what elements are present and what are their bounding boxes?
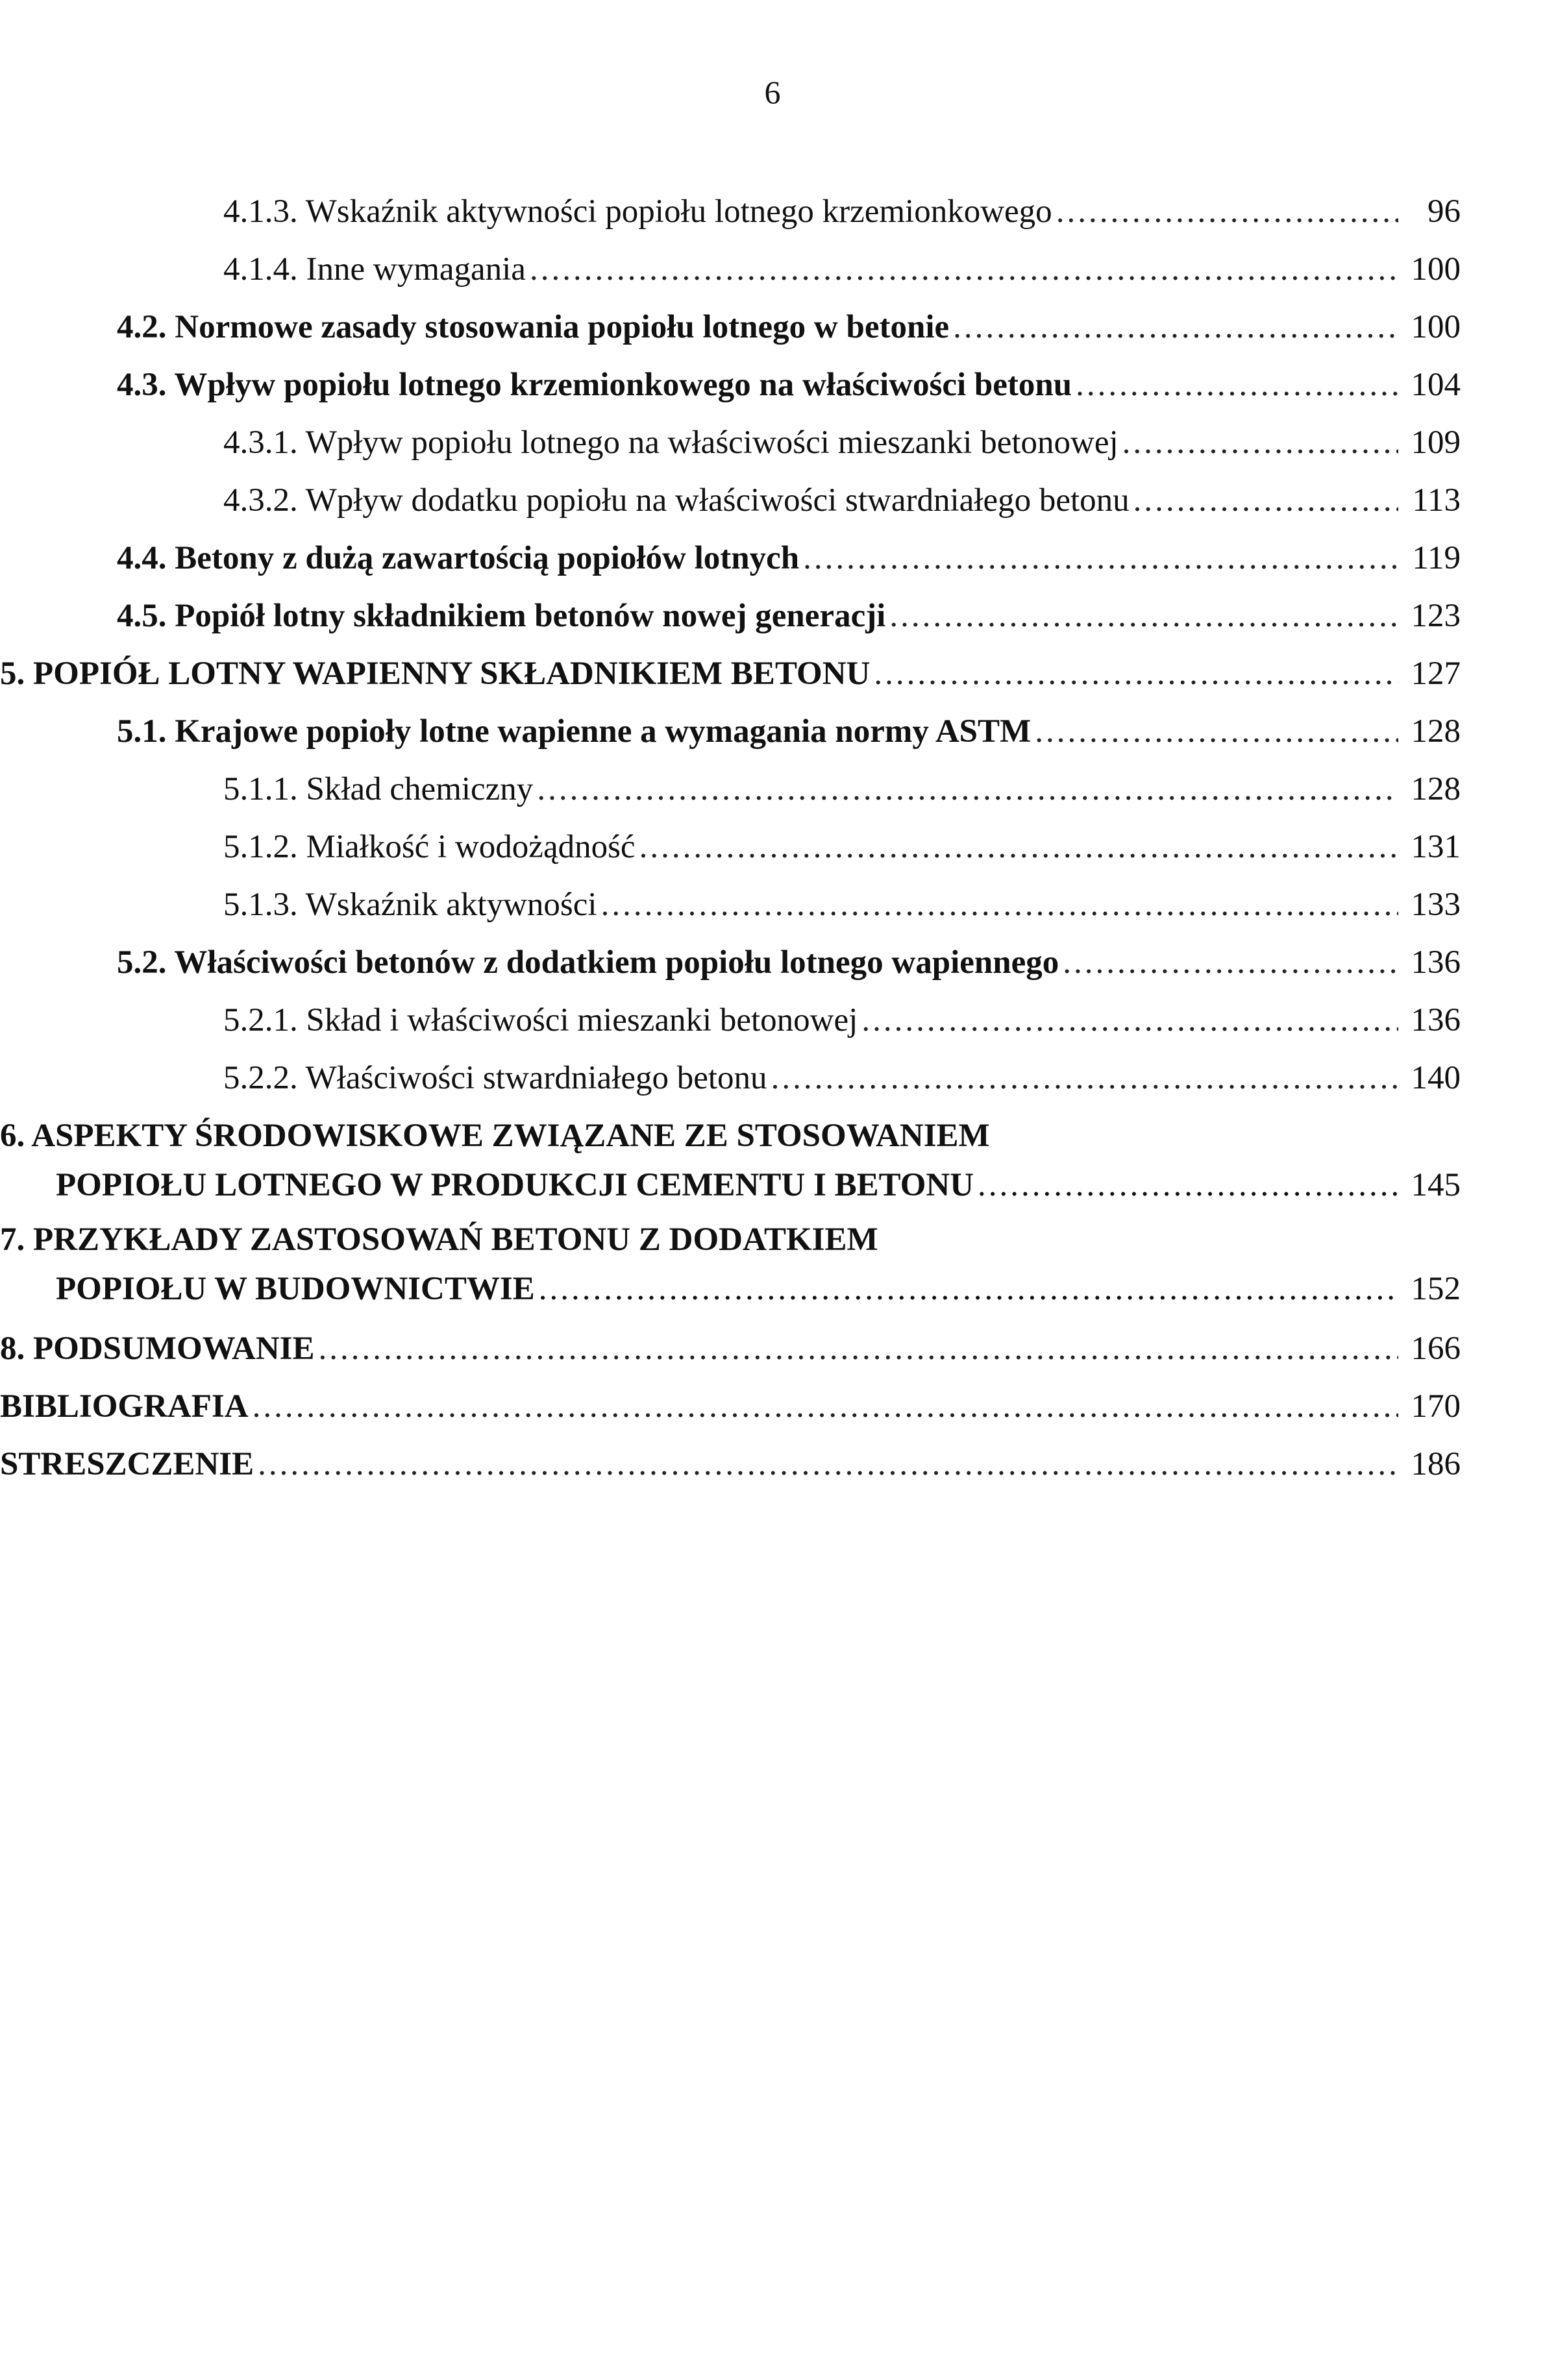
- toc-entry-number: 5.1.1.: [223, 771, 298, 807]
- toc-entry-number: 4.3.: [117, 367, 167, 403]
- toc-entry-number: 4.3.1.: [223, 424, 298, 461]
- dot-leader: [1122, 414, 1398, 472]
- dot-leader: [803, 530, 1398, 587]
- dot-leader: [1056, 183, 1398, 241]
- toc-entry-number: 5.1.2.: [223, 829, 298, 865]
- toc-entry-text: Właściwości betonów z dodatkiem popiołu lotnego wapiennego: [174, 944, 1059, 981]
- toc-entry-title-line2: POPIOŁU W BUDOWNICTWIE: [56, 1271, 535, 1307]
- toc-entry-number: 4.2.: [117, 309, 167, 345]
- toc-entry-page: 119: [1412, 540, 1461, 576]
- toc-entry-number: 4.4.: [117, 540, 167, 576]
- toc-entry-number: 8.: [0, 1331, 25, 1367]
- toc-entry-number: 4.5.: [117, 598, 167, 634]
- toc-entry-title: [223, 241, 526, 299]
- toc-entry-title-line1: [0, 1112, 1461, 1159]
- dot-leader: [874, 645, 1398, 703]
- dot-leader: [889, 587, 1398, 645]
- toc-entry-bibliografia[interactable]: [0, 1378, 1461, 1436]
- toc-entry-number: 4.1.3.: [223, 193, 298, 230]
- toc-entry-title-line2-row: [0, 1263, 1461, 1315]
- toc-entry-page: 113: [1412, 482, 1461, 519]
- table-of-contents: [0, 183, 1461, 1493]
- toc-entry-title: [117, 934, 1059, 992]
- toc-entry-page: 109: [1411, 424, 1461, 461]
- toc-entry-text: Wpływ popiołu lotnego krzemionkowego na właściwości betonu: [174, 367, 1072, 403]
- toc-entry-number: 7.: [0, 1221, 25, 1258]
- toc-entry-page: 145: [1411, 1167, 1461, 1203]
- toc-entry-number: 6.: [0, 1118, 25, 1154]
- toc-entry-page: 186: [1411, 1446, 1461, 1482]
- dot-leader: [530, 241, 1398, 299]
- toc-entry-text: Wpływ dodatku popiołu na właściwości stwardniałego betonu: [305, 482, 1130, 519]
- dot-leader: [639, 818, 1398, 876]
- dot-leader: [978, 1159, 1398, 1211]
- toc-entry-text: Betony z dużą zawartością popiołów lotnych: [175, 540, 800, 576]
- toc-entry-4-4[interactable]: [117, 530, 1461, 587]
- toc-entry-page: 140: [1411, 1060, 1461, 1096]
- toc-entry-title: [223, 183, 1052, 241]
- toc-entry-text: Krajowe popioły lotne wapienne a wymagania normy ASTM: [175, 713, 1032, 750]
- dot-leader: [1063, 934, 1398, 992]
- toc-entry-text: Właściwości stwardniałego betonu: [305, 1060, 767, 1096]
- dot-leader: [601, 876, 1398, 934]
- toc-entry-text: POPIÓŁ LOTNY WAPIENNY SKŁADNIKIEM BETONU: [33, 656, 871, 692]
- dot-leader: [539, 1263, 1398, 1315]
- toc-entry-page: 136: [1411, 944, 1461, 981]
- toc-entry-text: PRZYKŁADY ZASTOSOWAŃ BETONU Z DODATKIEM: [33, 1221, 878, 1258]
- page-number: 6: [764, 74, 781, 110]
- toc-entry-page: 123: [1411, 598, 1461, 634]
- dot-leader: [258, 1436, 1398, 1493]
- toc-entry-6[interactable]: [0, 1112, 1461, 1211]
- dot-leader: [1076, 356, 1398, 414]
- dot-leader: [537, 761, 1398, 818]
- toc-entry-text: Wpływ popiołu lotnego na właściwości mieszanki betonowej: [305, 424, 1119, 461]
- toc-entry-number: 5.2.2.: [223, 1060, 298, 1096]
- toc-entry-title: [223, 818, 636, 876]
- toc-entry-title: [0, 645, 870, 703]
- toc-entry-5-1[interactable]: [117, 703, 1461, 761]
- toc-entry-text: Wskaźnik aktywności popiołu lotnego krzemionkowego: [305, 193, 1052, 230]
- toc-entry-title: [117, 530, 799, 587]
- toc-entry-title: [117, 356, 1072, 414]
- toc-entry-5-2-1[interactable]: [117, 992, 1461, 1049]
- toc-entry-title: [223, 992, 858, 1049]
- dot-leader: [1133, 472, 1398, 530]
- toc-entry-page: 131: [1411, 829, 1461, 865]
- toc-entry-title: [223, 876, 597, 934]
- toc-entry-page: 133: [1411, 887, 1461, 923]
- toc-entry-4-3-2[interactable]: [117, 472, 1461, 530]
- toc-entry-page: 127: [1411, 656, 1461, 692]
- toc-entry-4-2[interactable]: [117, 299, 1461, 356]
- dot-leader: [861, 992, 1398, 1049]
- toc-entry-text: ASPEKTY ŚRODOWISKOWE ZWIĄZANE ZE STOSOWANIEM: [31, 1118, 990, 1154]
- toc-entry-number: 4.3.2.: [223, 482, 298, 519]
- toc-entry-5-1-3[interactable]: [117, 876, 1461, 934]
- toc-entry-title: [223, 472, 1130, 530]
- toc-entry-text: BIBLIOGRAFIA: [0, 1388, 249, 1425]
- toc-entry-page: 170: [1411, 1388, 1461, 1425]
- toc-entry-4-3[interactable]: [117, 356, 1461, 414]
- toc-entry-streszczenie[interactable]: [0, 1436, 1461, 1493]
- toc-entry-page: 166: [1411, 1331, 1461, 1367]
- toc-entry-text: Popiół lotny składnikiem betonów nowej generacji: [175, 598, 886, 634]
- toc-entry-title: [223, 1049, 767, 1107]
- toc-entry-number: 5.2.: [117, 944, 167, 981]
- toc-entry-5-1-1[interactable]: [117, 761, 1461, 818]
- toc-entry-title: [223, 761, 533, 818]
- toc-entry-4-3-1[interactable]: [117, 414, 1461, 472]
- toc-entry-text: Skład chemiczny: [306, 771, 534, 807]
- toc-entry-5-2[interactable]: [117, 934, 1461, 992]
- toc-entry-4-1-4[interactable]: [117, 241, 1461, 299]
- toc-entry-page: 128: [1411, 771, 1461, 807]
- toc-entry-page: 96: [1428, 193, 1461, 230]
- toc-entry-text: Skład i właściwości mieszanki betonowej: [306, 1002, 858, 1038]
- toc-entry-7[interactable]: [0, 1216, 1461, 1315]
- toc-entry-page: 100: [1411, 251, 1461, 288]
- toc-entry-text: Miałkość i wodożądność: [306, 829, 636, 865]
- dot-leader: [771, 1049, 1398, 1107]
- toc-entry-text: PODSUMOWANIE: [33, 1331, 315, 1367]
- toc-entry-5-1-2[interactable]: [117, 818, 1461, 876]
- toc-entry-4-5[interactable]: [117, 587, 1461, 645]
- toc-entry-number: 5.1.: [117, 713, 167, 750]
- toc-entry-page: 136: [1411, 1002, 1461, 1038]
- toc-entry-number: 5.: [0, 656, 25, 692]
- toc-entry-title-line2-row: [0, 1159, 1461, 1211]
- toc-entry-title: [117, 587, 885, 645]
- toc-entry-title-line1: [0, 1216, 1461, 1263]
- toc-entry-4-1-3[interactable]: [117, 183, 1461, 241]
- toc-entry-page: 100: [1411, 309, 1461, 345]
- toc-entry-title: [223, 414, 1119, 472]
- toc-entry-text: Inne wymagania: [306, 251, 526, 288]
- toc-entry-title: [117, 703, 1031, 761]
- toc-entry-text: STRESZCZENIE: [0, 1446, 254, 1482]
- toc-entry-page: 128: [1411, 713, 1461, 750]
- dot-leader: [953, 299, 1398, 356]
- toc-entry-number: 5.2.1.: [223, 1002, 298, 1038]
- toc-entry-page: 152: [1411, 1271, 1461, 1307]
- dot-leader: [1035, 703, 1398, 761]
- toc-entry-number: 4.1.4.: [223, 251, 298, 288]
- toc-entry-text: Wskaźnik aktywności: [305, 887, 597, 923]
- toc-entry-title: [117, 299, 949, 356]
- toc-entry-title: [0, 1320, 315, 1378]
- toc-entry-8[interactable]: [0, 1320, 1461, 1378]
- toc-entry-number: 5.1.3.: [223, 887, 298, 923]
- dot-leader: [253, 1378, 1398, 1436]
- toc-entry-title-line2: POPIOŁU LOTNEGO W PRODUKCJI CEMENTU I BETONU: [56, 1167, 974, 1203]
- toc-entry-5[interactable]: [0, 645, 1461, 703]
- toc-entry-text: Normowe zasady stosowania popiołu lotnego w betonie: [175, 309, 950, 345]
- toc-entry-page: 104: [1411, 367, 1461, 403]
- toc-entry-5-2-2[interactable]: [117, 1049, 1461, 1107]
- dot-leader: [319, 1320, 1398, 1378]
